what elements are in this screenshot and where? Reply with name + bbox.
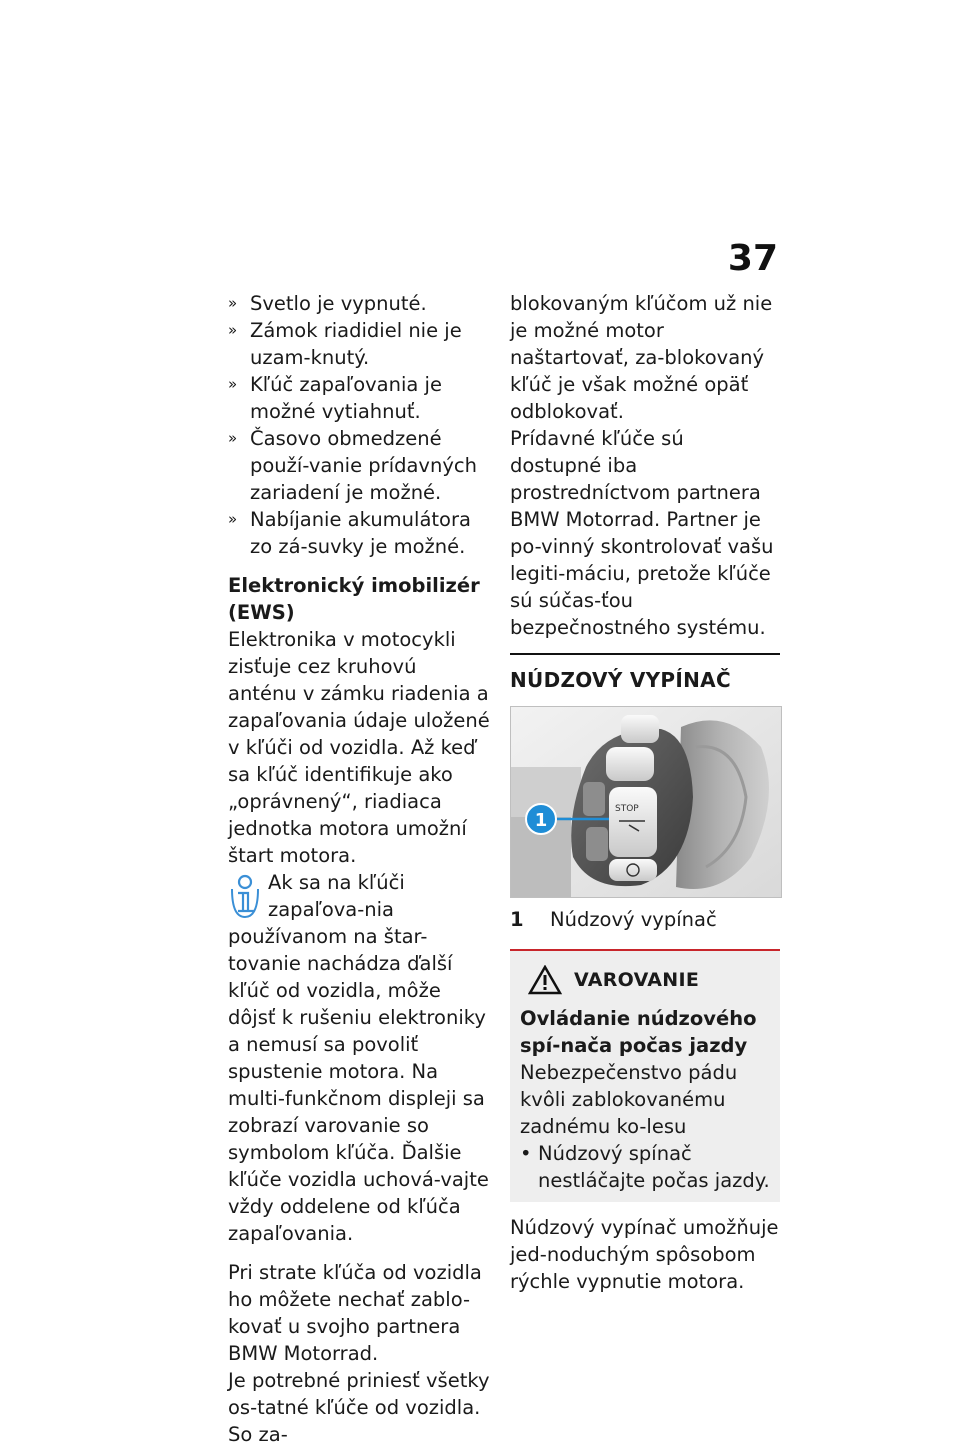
list-item: » Zámok riadidiel nie je uzam-knutý.: [228, 317, 490, 371]
warning-subtitle: Ovládanie núdzového spí-nača počas jazdy: [520, 1007, 757, 1057]
spare-keys-paragraph: Prídavné kľúče sú dostupné iba prostredníctvom partnera BMW Motorrad. Partner je po-vinný skontrolovať vašu legiti-máciu, pretože kľúče sú súčas-ťou bezpečnostného systému.: [510, 427, 774, 639]
section-title: NÚDZOVÝ VYPÍNAČ: [510, 668, 731, 692]
warning-header: [528, 965, 770, 995]
figure-caption: [510, 906, 780, 933]
page-number: 37: [727, 238, 778, 279]
list-item: » Svetlo je vypnuté.: [228, 290, 490, 317]
right-column: [510, 290, 780, 1295]
info-icon: [228, 873, 262, 919]
list-item: » Nabíjanie akumulátora zo zá-suvky je možné.: [228, 506, 490, 560]
info-note: [228, 869, 490, 1247]
note-paragraph: Ak sa na kľúči zapaľova-nia používanom na štar-tovanie nachádza ďalší kľúč od vozidla, môže dôjsť k rušeniu elektroniky a nemusí sa povoliť spustenie motora. Na multi-funkčnom displeji sa zobrazí varovanie so symbolom kľúča. Ďalšie kľúče vozidla uchová-vajte vždy oddelene od kľúča zapaľovania.: [228, 871, 489, 1245]
emergency-switch-figure: [510, 706, 782, 898]
warning-triangle-icon: [528, 965, 562, 995]
key-loss-paragraph: Pri strate kľúča od vozidla ho môžete nechať zablo-kovať u svojho partnera BMW Motorrad.: [228, 1261, 482, 1365]
caption-number: 1: [510, 908, 524, 931]
closing-paragraph: Núdzový vypínač umožňuje jed-noduchým spôsobom rýchle vypnutie motora.: [510, 1216, 779, 1293]
callout-number: 1: [534, 810, 548, 831]
status-list: [228, 290, 490, 560]
key-loss-paragraph-2: Je potrebné priniesť všetky os-tatné kľúče od vozidla. So za-: [228, 1369, 490, 1446]
ews-paragraph: Elektronika v motocykli zisťuje cez kruhovú anténu v zámku riadenia a zapaľovania údaje uložené v kľúči od vozidla. Až keď sa kľúč identifikuje ako „oprávnený“, riadiaca jednotka motora umožní štart motora.: [228, 628, 490, 867]
left-column: [228, 290, 490, 1448]
warning-text: Nebezpečenstvo pádu kvôli zablokovanému zadnému ko-lesu: [520, 1061, 738, 1138]
list-item: » Časovo obmedzené použí-vanie prídavných zariadení je možné.: [228, 425, 490, 506]
warning-box: [510, 949, 780, 1202]
ews-heading: Elektronický imobilizér (EWS): [228, 574, 480, 624]
list-item: » Kľúč zapaľovania je možné vytiahnuť.: [228, 371, 490, 425]
warning-title: VAROVANIE: [574, 968, 700, 991]
stop-label: STOP: [615, 804, 639, 814]
continued-paragraph: blokovaným kľúčom už nie je možné motor naštartovať, za-blokovaný kľúč je však možné opäť odblokovať.: [510, 292, 773, 423]
handlebar-switch-illustration: [511, 707, 781, 897]
warning-bullet: • Núdzový spínač nestláčajte počas jazdy.: [520, 1140, 770, 1194]
section-divider: [510, 653, 780, 655]
caption-text: Núdzový vypínač: [550, 908, 717, 931]
